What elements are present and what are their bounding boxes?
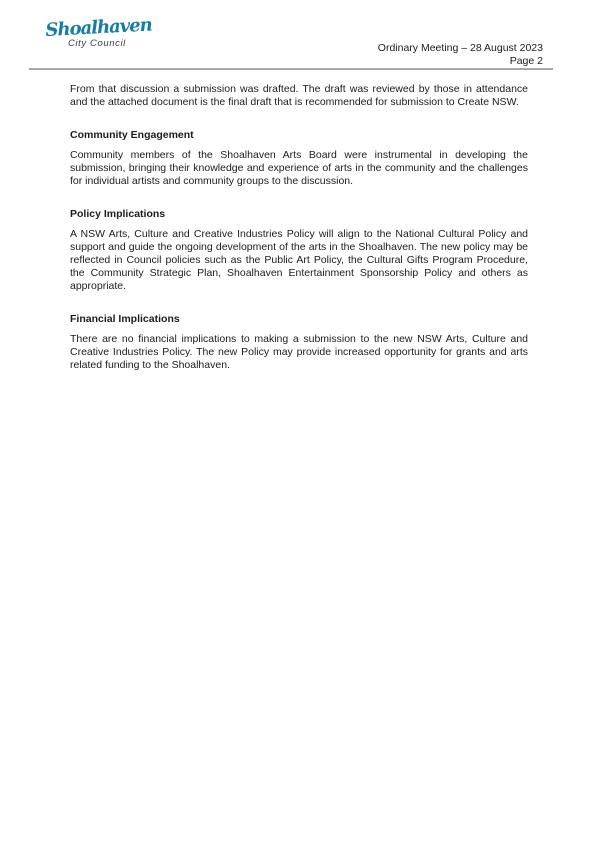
header-meta [378,42,543,67]
meeting-title: Ordinary Meeting – 28 August 2023 [377,42,543,54]
document-body [70,83,528,372]
page-number: Page 2 [509,54,543,67]
section-community-engagement [70,129,528,188]
section-heading: Financial Implications [70,313,180,325]
intro-paragraph: From that discussion a submission was drafted. The draft was reviewed by those in attendance and the attached document is the final draft that is recommended for submission to Create NSW. [70,83,528,108]
section-financial-implications [70,313,528,372]
section-paragraph: Community members of the Shoalhaven Arts Board were instrumental in developing the submission, bringing their knowledge and experience of arts in the community and the challenges for individual artists and community groups to the discussion. [70,149,528,187]
section-policy-implications [70,208,528,293]
logo-subtitle-text: City Council [68,38,126,49]
logo-brand-text: Shoalhaven [44,14,153,41]
council-logo [44,14,156,56]
section-paragraph: A NSW Arts, Culture and Creative Industries Policy will align to the National Cultural Policy and support and guide the ongoing development of the arts in the Shoalhaven. The new policy may be reflected in Council policies such as the Public Art Policy, the Cultural Gifts Program Procedure, the Community Strategic Plan, Shoalhaven Entertainment Sponsorship Policy and others as appropriate. [70,228,528,292]
section-paragraph: There are no financial implications to making a submission to the new NSW Arts, Culture and Creative Industries Policy. The new Policy may provide increased opportunity for grants and arts related funding to the Shoalhaven. [70,333,528,371]
section-heading: Policy Implications [70,208,166,220]
section-heading: Community Engagement [70,129,194,141]
header-rule [29,68,553,70]
